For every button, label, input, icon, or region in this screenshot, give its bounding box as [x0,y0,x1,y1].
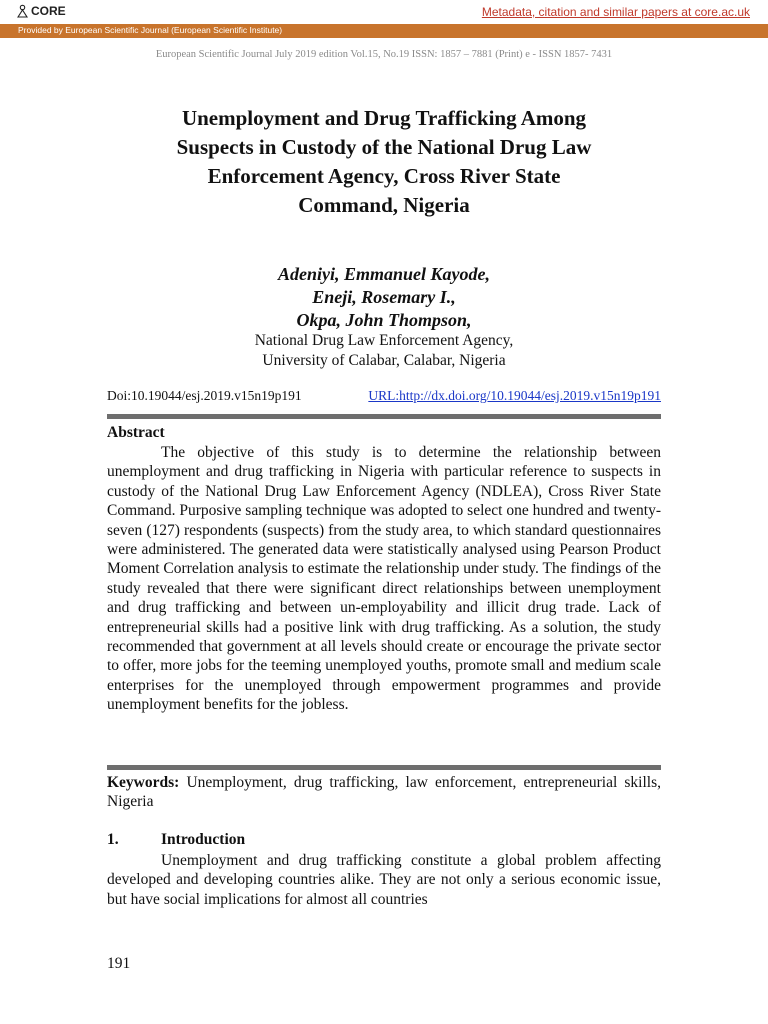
introduction-body: Unemployment and drug trafficking constitute a global problem affecting developed and developing countries alike. They are not only a serious economic issue, but have social implications for almost all countries [107,852,661,908]
doi-url-link[interactable]: URL:http://dx.doi.org/10.19044/esj.2019.v15n19p191 [368,388,661,403]
keywords-label: Keywords: [107,774,180,791]
keywords [107,773,661,812]
introduction-heading [107,831,245,849]
title-line: Suspects in Custody of the National Drug Law [176,135,592,159]
core-banner [0,0,768,25]
title-line: Command, Nigeria [298,193,470,217]
paper-title [120,104,648,220]
doi-row [107,388,661,404]
keywords-text: Unemployment, drug trafficking, law enforcement, entrepreneurial skills, Nigeria [107,774,662,811]
core-logo-icon [16,4,29,18]
section-title: Introduction [161,831,246,848]
author-name: Adeniyi, Emmanuel Kayode, [277,264,490,284]
section-divider [107,765,661,770]
affiliation-line: National Drug Law Enforcement Agency, [254,332,514,349]
affiliation-line: University of Calabar, Calabar, Nigeria [262,352,506,369]
section-divider [107,414,661,419]
author-name: Okpa, John Thompson, [296,310,472,330]
author-list [0,263,768,332]
abstract-heading: Abstract [107,424,165,441]
doi-text: Doi:10.19044/esj.2019.v15n19p191 [107,388,302,403]
core-logo-text: CORE [31,4,66,18]
abstract-body: The objective of this study is to determine the relationship between unemployment and drug trafficking in Nigeria with particular reference to suspects in custody of the National Drug Law Enforcement Agency (NDLEA), Cross River State Command. Purposive sampling technique was adopted to select one hundred and twenty-seven (127) respondents (suspects) from the study area, to which standard questionnaires were administered. The generated data were statistically analysed using Pearson Product Moment Correlation analysis to estimate the relationship under study. The findings of the study revealed that there were significant direct relationships between unemployment and drug trafficking and between un-employability and illicit drug trade. Lack of entrepreneurial skills had a positive link with drug trafficking. As a solution, the study recommended that government at all levels should create or encourage the private sector to offer, more jobs for the teeming unemployed youths, promote small and medium scale enterprises for the unemployed through empowerment programmes and provide unemployment benefits for the jobless. [107,444,661,714]
title-line: Unemployment and Drug Trafficking Among [181,106,587,130]
core-logo[interactable] [16,4,66,18]
core-metadata-link[interactable]: Metadata, citation and similar papers at core.ac.uk [481,5,750,19]
author-name: Eneji, Rosemary I., [312,287,456,307]
title-line: Enforcement Agency, Cross River State [207,164,561,188]
section-number: 1. [107,831,119,848]
provided-by-text: Provided by European Scientific Journal (European Scientific Institute) [18,25,283,35]
provided-by-bar [0,24,768,38]
page-number: 191 [107,955,131,972]
journal-header: European Scientific Journal July 2019 edition Vol.15, No.19 ISSN: 1857 – 7881 (Print) e - ISSN 1857- 7431 [155,49,613,60]
affiliation [0,331,768,371]
